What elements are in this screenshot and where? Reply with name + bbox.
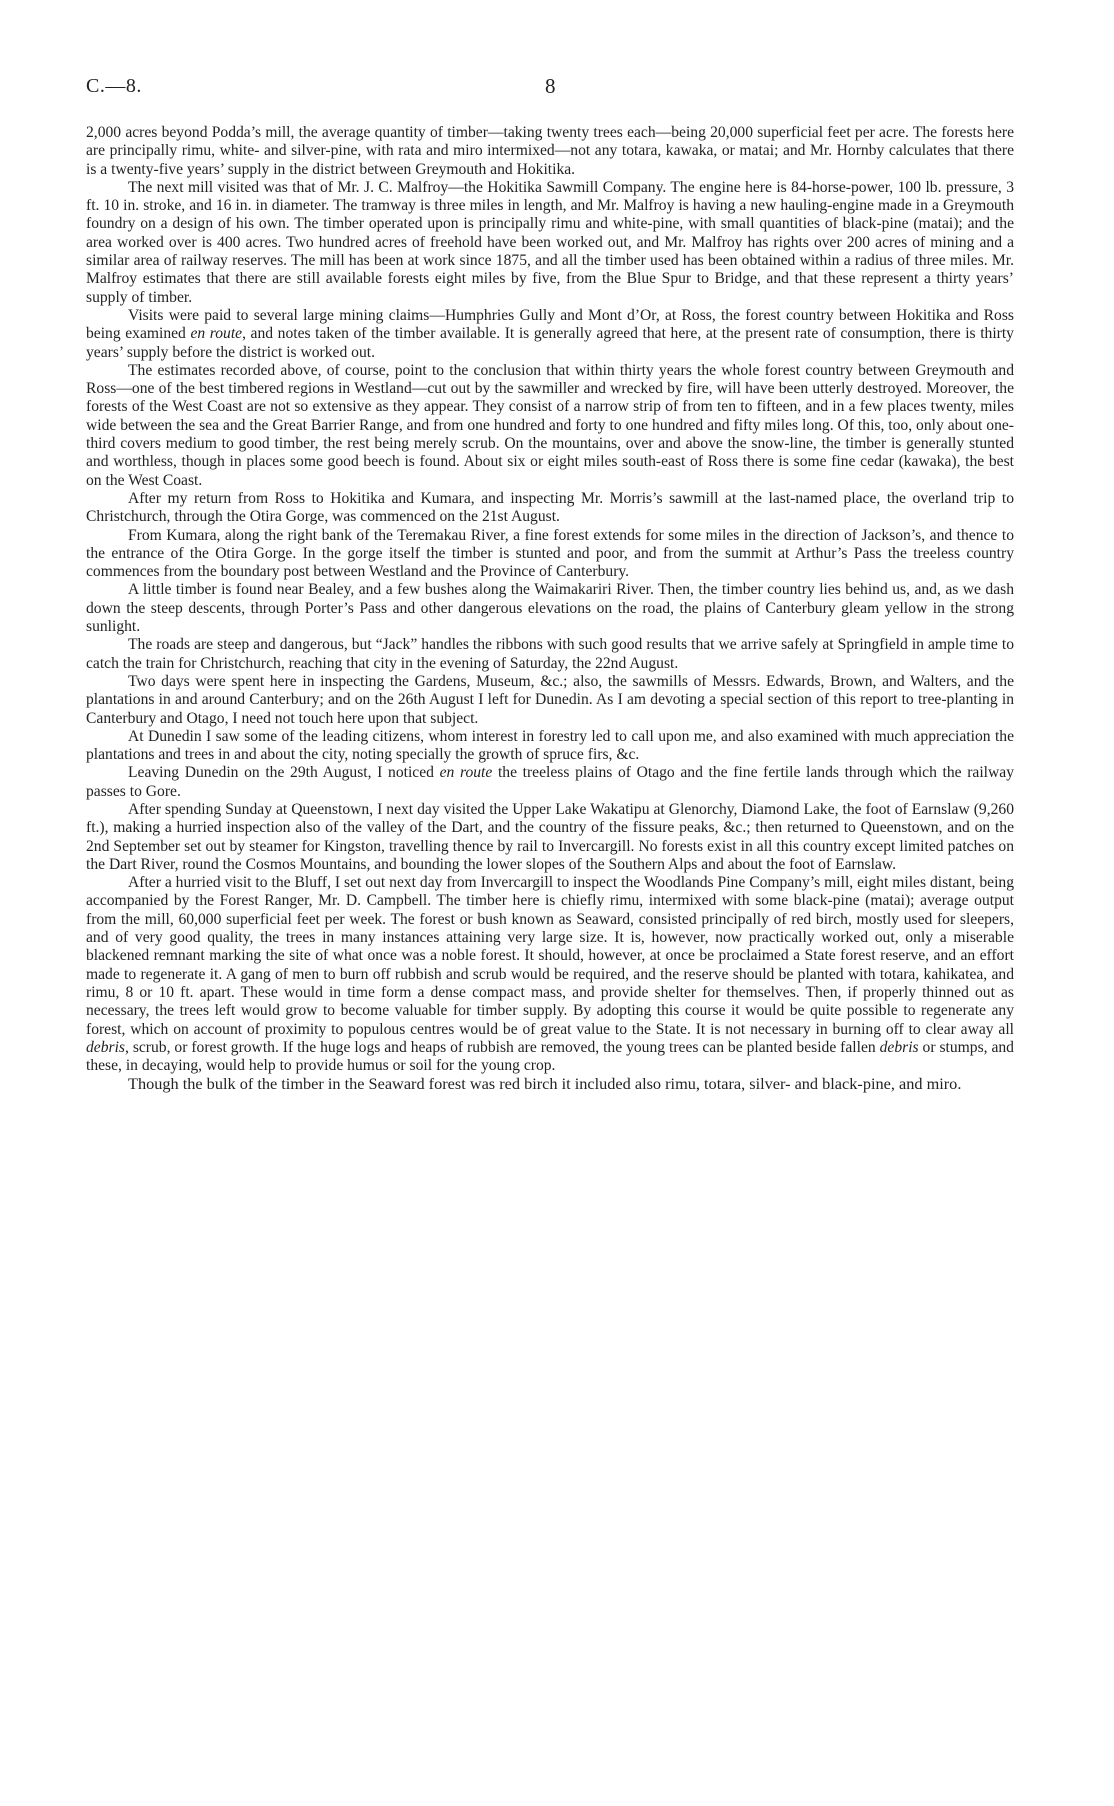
page-header bbox=[86, 72, 1026, 100]
italic-term: debris bbox=[86, 1038, 125, 1056]
paragraph-text: 2,000 acres beyond Podda’s mill, the average quantity of timber—taking twenty trees each—being 20,000 superficial feet per acre. The forests here are principally rimu, white- and silver-pine, with rata and miro intermixed—not any totara, kawaka, or matai; and Mr. Hornby calculates that there is a twenty-five years’ supply in the district between Greymouth and Hokitika. bbox=[86, 124, 1014, 178]
report-paragraph bbox=[86, 307, 1014, 362]
report-paragraph bbox=[86, 581, 1014, 636]
paragraph-text: , and notes taken of the timber available. It is generally agreed that here, at the present rate of consumption, there is thirty years’ supply before the district is worked out. bbox=[86, 325, 1014, 361]
report-paragraph bbox=[86, 874, 1014, 1075]
report-paragraph bbox=[86, 728, 1014, 765]
report-paragraph bbox=[86, 801, 1014, 874]
italic-term: en route bbox=[439, 764, 493, 782]
document-reference: C.—8. bbox=[86, 75, 142, 97]
paragraph-text: Leaving Dunedin on the 29th August, I noticed bbox=[128, 764, 440, 782]
report-paragraph bbox=[86, 362, 1014, 490]
report-paragraph bbox=[86, 1075, 1014, 1094]
report-paragraph bbox=[86, 764, 1014, 801]
paragraph-text: At Dunedin I saw some of the leading citizens, whom interest in forestry led to call upon me, and also examined with much appreciation the plantations and trees in and about the city, noting specially the growth of spruce firs, &c. bbox=[86, 727, 1014, 764]
report-paragraph bbox=[86, 490, 1014, 527]
report-paragraph bbox=[86, 179, 1014, 307]
report-paragraph bbox=[86, 673, 1014, 728]
paragraph-text: After a hurried visit to the Bluff, I set out next day from Invercargill to inspect the Woodlands Pine Company’s mill, eight miles distant, being accompanied by the Forest Ranger, Mr. D. Campbell. The timber here is chiefly rimu, intermixed with some black-pine (matai); average output from the mill, 60,000 superficial feet per week. The forest or bush known as Seaward, consisted principally of red birch, mostly used for sleepers, and of very good quality, the trees in many instances attaining very large size. It is, however, now practically worked out, only a miserable blackened remnant marking the site of what once was a noble forest. It should, however, at once be proclaimed a State forest reserve, and an effort made to regenerate it. A gang of men to burn off rubbish and scrub would be required, and the reserve should be planted with totara, kahikatea, and rimu, 8 or 10 ft. apart. These would in time form a dense compact mass, and provide shelter for themselves. Then, if properly thinned out as necessary, the trees left would grow to become valuable for timber supply. By adopting this course it would be quite possible to regenerate any forest, which on account of proximity to populous centres would be of great value to the State. It is not necessary in burning off to clear away all bbox=[86, 874, 1014, 1038]
paragraph-text: After my return from Ross to Hokitika and Kumara, and inspecting Mr. Morris’s sawmill at the last-named place, the overland trip to Christchurch, through the Otira Gorge, was commenced on the 21st August. bbox=[86, 489, 1014, 526]
paragraph-text: the treeless plains of Otago and the fine fertile lands through which the railway passes to Gore. bbox=[86, 764, 1014, 800]
report-paragraph bbox=[86, 636, 1014, 673]
italic-term: en route bbox=[190, 325, 243, 343]
paragraph-text: A little timber is found near Bealey, and a few bushes along the Waimakariri River. Then, the timber country lies behind us, and, as we dash down the steep descents, through Porter’s Pass and other dangerous elevations on the road, the plains of Canterbury gleam yellow in the strong sunlight. bbox=[86, 581, 1014, 636]
paragraph-text: The next mill visited was that of Mr. J. C. Malfroy—the Hokitika Sawmill Company. The engine here is 84-horse-power, 100 lb. pressure, 3 ft. 10 in. stroke, and 16 in. in diameter. The tramway is three miles in length, and Mr. Malfroy is having a new hauling-engine made in a Greymouth foundry on a design of his own. The timber operated upon is principally rimu and white-pine, with small quantities of black-pine (matai); and the area worked over is 400 acres. Two hundred acres of freehold have been worked out, and Mr. Malfroy has rights over 200 acres of mining and a similar area of railway reserves. The mill has been at work since 1875, and all the timber used has been obtained within a radius of three miles. Mr. Malfroy estimates that there are still available forests eight miles by five, from the Blue Spur to Bridge, and that these represent a thirty years’ supply of timber. bbox=[86, 178, 1014, 306]
italic-term: debris bbox=[879, 1038, 919, 1056]
paragraph-text: The roads are steep and dangerous, but “Jack” handles the ribbons with such good results that we arrive safely at Springfield in ample time to catch the train for Christchurch, reaching that city in the evening of Saturday, the 22nd August. bbox=[86, 636, 1014, 672]
paragraph-text: Visits were paid to several large mining claims—Humphries Gully and Mont d’Or, at Ross, the forest country between Hokitika and Ross being examined bbox=[86, 306, 1014, 343]
paragraph-text: or stumps, and these, in decaying, would help to provide humus or soil for the young crop. bbox=[86, 1038, 1014, 1075]
report-paragraph bbox=[86, 124, 1014, 179]
report-body bbox=[86, 124, 1014, 1094]
paragraph-text: Though the bulk of the timber in the Seaward forest was red birch it included also rimu, totara, silver- and black-pine, and miro. bbox=[128, 1074, 962, 1094]
report-paragraph bbox=[86, 527, 1014, 582]
page-number: 8 bbox=[545, 74, 556, 98]
paragraph-text: After spending Sunday at Queenstown, I next day visited the Upper Lake Wakatipu at Glenorchy, Diamond Lake, the foot of Earnslaw (9,260 ft.), making a hurried inspection also of the valley of the Dart, and the country of the fissure peaks, &c.; then returned to Queenstown, and on the 2nd September set out by steamer for Kingston, travelling thence by rail to Invercargill. No forests exist in all this country except limited patches on the Dart River, round the Cosmos Mountains, and bounding the lower slopes of the Southern Alps and about the foot of Earnslaw. bbox=[86, 800, 1014, 873]
paragraph-text: Two days were spent here in inspecting the Gardens, Museum, &c.; also, the sawmills of Messrs. Edwards, Brown, and Walters, and the plantations in and around Canterbury; and on the 26th August I left for Dunedin. As I am devoting a special section of this report to tree-planting in Canterbury and Otago, I need not touch here upon that subject. bbox=[86, 672, 1014, 727]
paragraph-text: , scrub, or forest growth. If the huge logs and heaps of rubbish are removed, the young trees can be planted beside fallen bbox=[124, 1038, 880, 1056]
paragraph-text: From Kumara, along the right bank of the Teremakau River, a fine forest extends for some miles in the direction of Jackson’s, and thence to the entrance of the Otira Gorge. In the gorge itself the timber is stunted and poor, and from the summit at Arthur’s Pass the treeless country commences from the boundary post between Westland and the Province of Canterbury. bbox=[86, 526, 1014, 581]
paragraph-text: The estimates recorded above, of course, point to the conclusion that within thirty years the whole forest country between Greymouth and Ross—one of the best timbered regions in Westland—cut out by the sawmiller and wrecked by fire, will have been utterly destroyed. Moreover, the forests of the West Coast are not so extensive as they appear. They consist of a narrow strip of from ten to fifteen, and in a few places twenty, miles wide between the sea and the Great Barrier Range, and from one hundred and forty to one hundred and fifty miles long. Of this, too, only about one-third covers medium to good timber, the rest being merely scrub. On the mountains, over and above the snow-line, the timber is generally stunted and worthless, though in places some good beech is found. About six or eight miles south-east of Ross there is some fine cedar (kawaka), the best on the West Coast. bbox=[86, 361, 1014, 489]
